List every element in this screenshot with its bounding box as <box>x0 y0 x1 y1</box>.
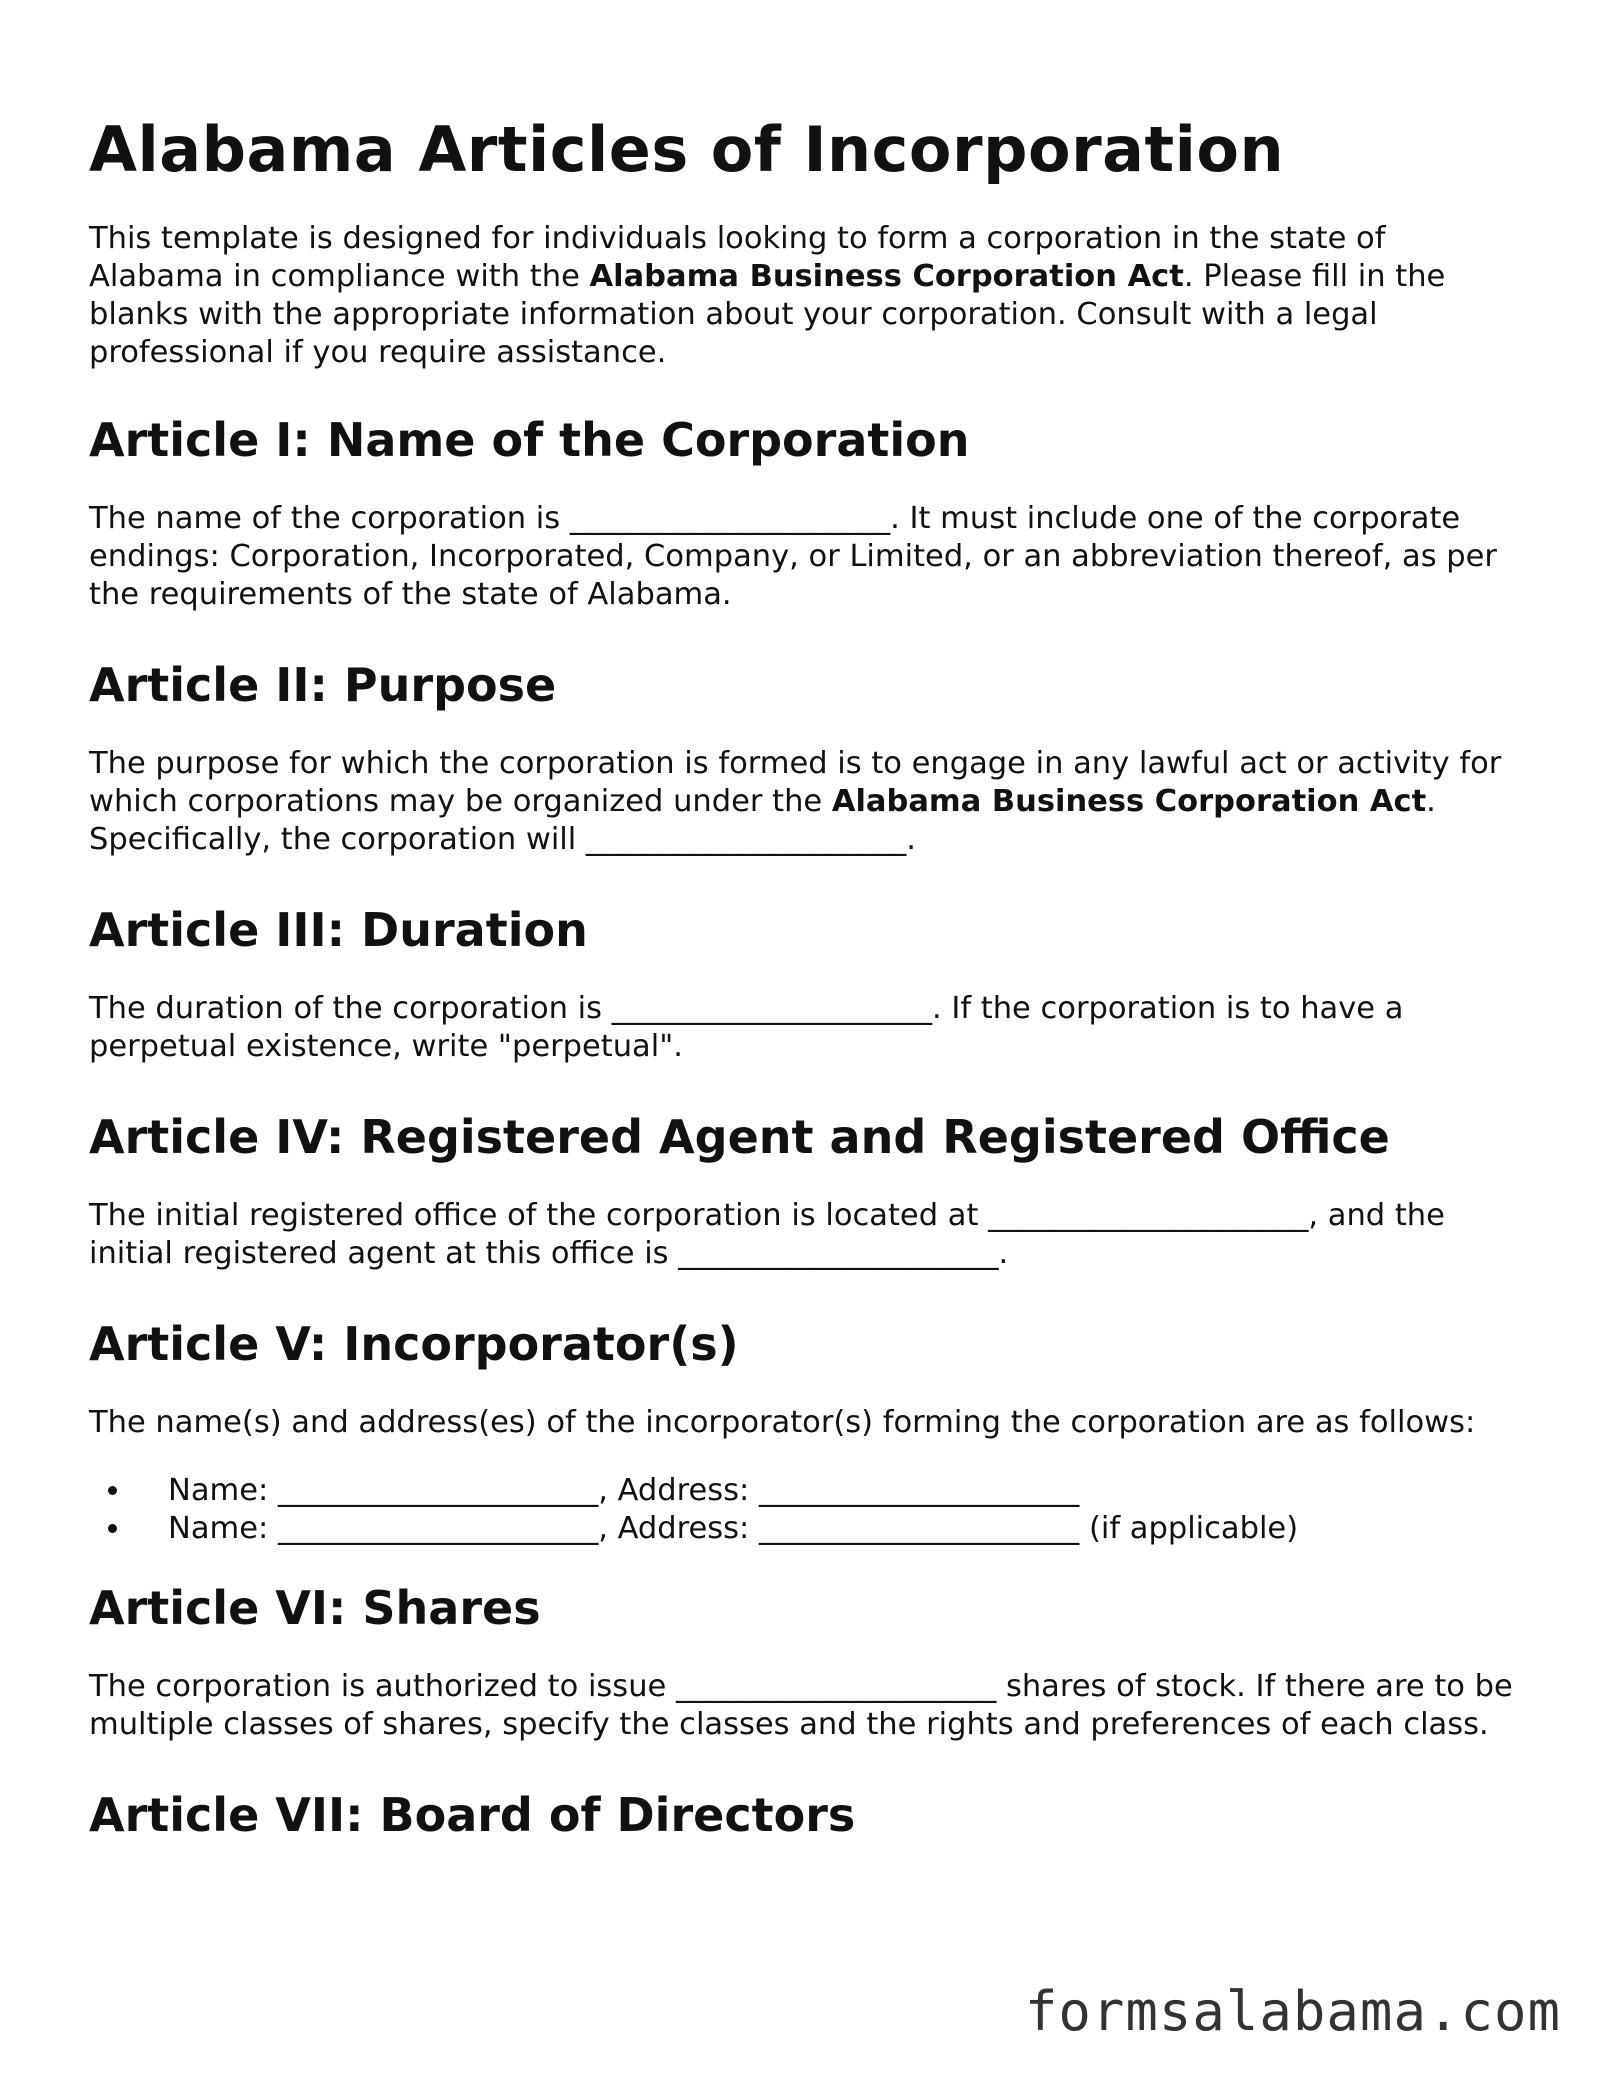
act-name: Alabama Business Corporation Act <box>589 259 1184 294</box>
footer-watermark: formsalabama.com <box>1024 1980 1561 2043</box>
shares-count-blank[interactable]: _____________________ <box>676 1669 997 1704</box>
article-1-text: The name of the corporation is _____________________. It must include one of the corporate endings: Corporation, Incorporated, Company, or Limited, or an abbreviation thereof, as per the requirements of the state of Alabama. <box>89 501 1497 612</box>
article-3-text: The duration of the corporation is _____________________. If the corporation is to have a perpetual existence, write "perpetual". <box>89 991 1404 1064</box>
act-name: Alabama Business Corporation Act <box>831 784 1427 819</box>
list-item: • Name: _____________________, Address: _____________________ <box>133 1472 1529 1510</box>
purpose-blank[interactable]: _____________________ <box>585 822 907 857</box>
article-7-heading: Article VII: Board of Directors <box>89 1788 856 1842</box>
corporation-name-blank[interactable]: _____________________ <box>569 501 891 536</box>
article-5-heading: Article V: Incorporator(s) <box>89 1317 739 1371</box>
document-title: Alabama Articles of Incorporation <box>89 113 1285 186</box>
duration-blank[interactable]: _____________________ <box>611 991 932 1026</box>
document-page <box>89 110 1529 1875</box>
incorporator-name-blank[interactable]: _____________________ <box>277 1511 599 1546</box>
incorporator-address-blank[interactable]: _____________________ <box>759 1511 1080 1546</box>
incorporator-list <box>89 1472 1529 1548</box>
incorporator-name-blank[interactable]: _____________________ <box>277 1473 599 1508</box>
registered-agent-blank[interactable]: _____________________ <box>678 1236 999 1271</box>
article-4-text: The initial registered office of the corporation is located at _____________________, and the initial registered agent at this office is _____________________. <box>89 1198 1445 1271</box>
article-1-heading: Article I: Name of the Corporation <box>89 413 970 467</box>
article-3-heading: Article III: Duration <box>89 903 588 957</box>
registered-office-blank[interactable]: _____________________ <box>988 1198 1309 1233</box>
article-4-heading: Article IV: Registered Agent and Registered Office <box>89 1110 1390 1164</box>
article-6-heading: Article VI: Shares <box>89 1581 541 1635</box>
article-2-heading: Article II: Purpose <box>89 658 557 712</box>
article-5-text: The name(s) and address(es) of the incorporator(s) forming the corporation are as follows: <box>89 1405 1476 1440</box>
incorporator-address-blank[interactable]: _____________________ <box>759 1473 1080 1508</box>
intro-paragraph: This template is designed for individuals looking to form a corporation in the state of Alabama in compliance with the Alabama Business Corporation Act. Please fill in the blanks with the appropriate information about your corporation. Consult with a legal professional if you require assistance. <box>89 221 1446 370</box>
article-6-text: The corporation is authorized to issue _____________________ shares of stock. If there are to be multiple classes of shares, specify the classes and the rights and preferences of each class. <box>89 1669 1513 1742</box>
list-item: • Name: _____________________, Address: _____________________ (if applicable) <box>133 1510 1529 1548</box>
article-2-text: The purpose for which the corporation is formed is to engage in any lawful act or activity for which corporations may be organized under the Alabama Business Corporation Act. Specifically, the corporation will _____________________. <box>89 746 1502 857</box>
